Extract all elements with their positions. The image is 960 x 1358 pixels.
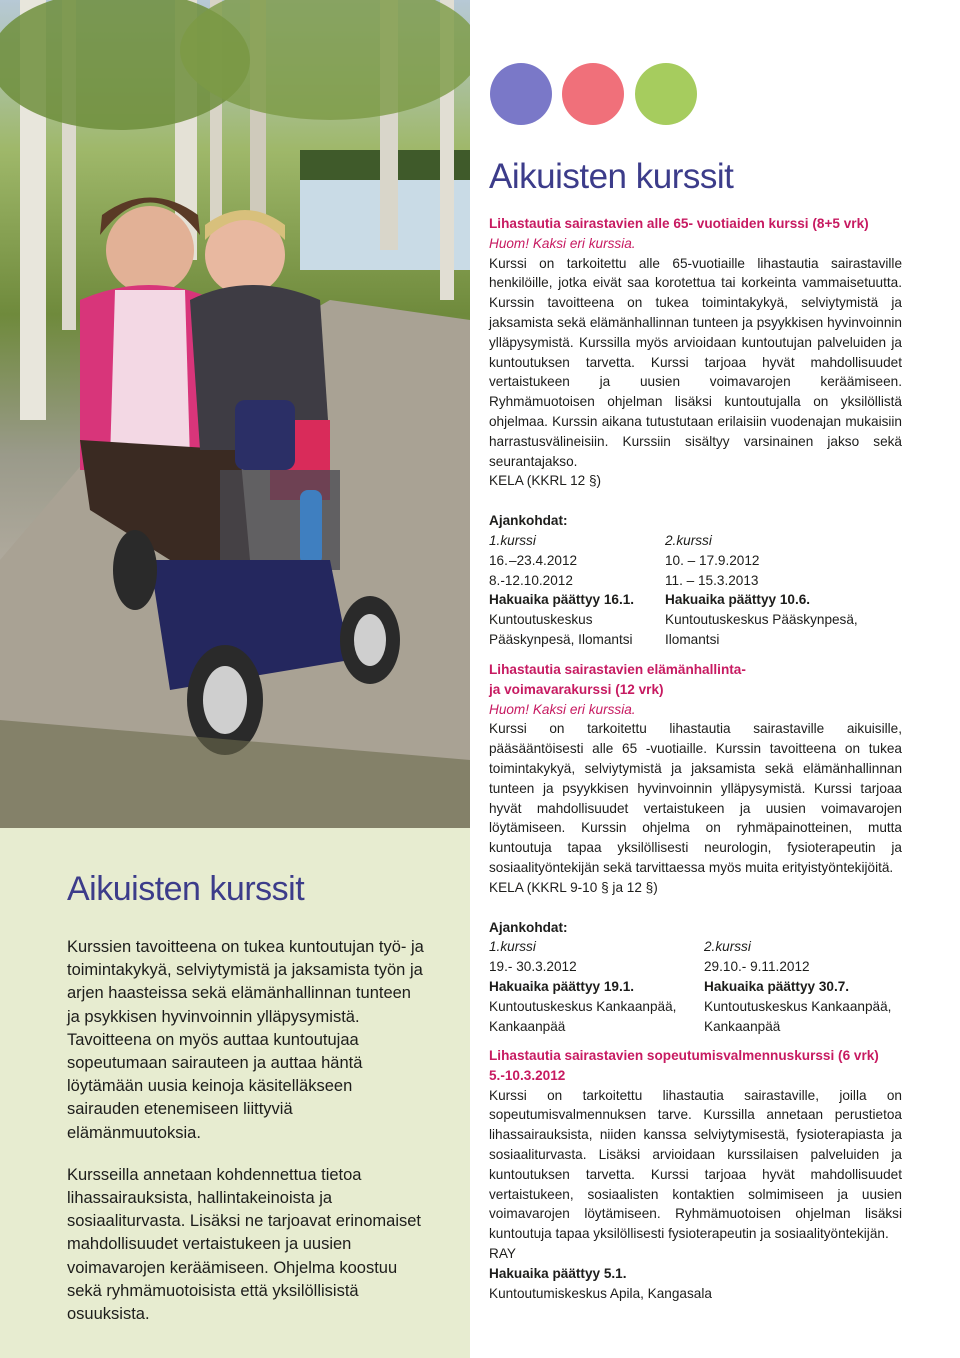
course-1-section (489, 214, 902, 650)
course-1-labels-row (489, 531, 902, 551)
course-1-k2-date-2: 11. – 15.3.2013 (665, 572, 759, 588)
course-1-k2-deadline: Hakuaika päättyy 10.6. (665, 592, 811, 608)
photo-two-women-mobility-scooter (0, 0, 470, 828)
course-2-section (489, 660, 902, 1036)
course-2-k2-date: 29.10.- 9.11.2012 (704, 959, 810, 975)
course-2-k1-place-1: Kuntoutuskeskus Kankaanpää, (489, 998, 677, 1014)
course-3-body: Kurssi on tarkoitettu lihastautia sairastaville, joilla on sopeutumisvalmennuksen tarve. Kurssilla annetaan perustietoa lihassairauksista, niiden kanssa selviytymisestä, fysioterapiasta ja sosiaaliturvasta. Lisäksi arvioidaan kurssilaisen palveluiden ja kuntoutuksen tarvetta. Kurssi tarjoaa hyvät mahdollisuudet vertaistukeen, sosiaalisten kontaktien solmimiseen ja uusien voimavarojen löytämiseen. Ryhmämuotoisen ohjelman lisäksi kuntoutuja tapaa yksilöllisesti fysioterapeutin ja sosiaalityöntekijän. (489, 1087, 902, 1242)
course-2-labels-row (489, 937, 902, 957)
course-1-k1-label: 1.kurssi (489, 532, 536, 548)
course-1-place-row-2 (489, 630, 902, 650)
course-2-place-row-1 (489, 997, 902, 1017)
course-3-dates: 5.-10.3.2012 (489, 1067, 566, 1083)
sidebar-paragraph-2: Kursseilla annetaan kohdennettua tietoa lihassairauksista, hallintakeinoista ja sosiaaliturvasta. Lisäksi ne tarjoavat erinomaiset mahdollisuudet vertaistukeen ja uusien voimavarojen keräämiseen. Ohjelma koostuu sekä ryhmämuotoisista että yksilöllisistä osuuksista. (67, 1165, 422, 1324)
sidebar-title: Aikuisten kurssit (67, 870, 305, 908)
course-2-title-line-2: ja voimavarakurssi (12 vrk) (489, 681, 664, 697)
course-2-place-row-2 (489, 1017, 902, 1037)
course-2-note: Huom! Kaksi eri kurssia. (489, 701, 636, 717)
course-2-title-line-1: Lihastautia sairastavien elämänhallinta- (489, 662, 746, 677)
course-1-k1-place-1: Kuntoutuskeskus (489, 612, 593, 628)
course-2-kela: KELA (KKRL 9-10 § ja 12 §) (489, 879, 658, 895)
course-1-deadline-row (489, 590, 902, 610)
course-1-note: Huom! Kaksi eri kurssia. (489, 235, 636, 251)
course-2-k2-label: 2.kurssi (704, 939, 751, 955)
course-2-k2-deadline: Hakuaika päättyy 30.7. (704, 978, 850, 994)
course-1-k1-date-2: 8.-12.10.2012 (489, 572, 573, 588)
pink-circle-decoration (562, 63, 624, 125)
blue-circle-decoration (490, 63, 552, 125)
course-1-title: Lihastautia sairastavien alle 65- vuotiaiden kurssi (8+5 vrk) (489, 216, 869, 231)
page-title: Aikuisten kurssit (489, 157, 734, 196)
green-circle-decoration (635, 63, 697, 125)
course-2-k1-date: 19.- 30.3.2012 (489, 959, 577, 975)
course-2-dates-row (489, 957, 902, 977)
course-1-k2-label: 2.kurssi (665, 532, 712, 548)
course-1-k2-place-1: Kuntoutuskeskus Pääskynpesä, (665, 612, 858, 628)
course-3-title: Lihastautia sairastavien sopeutumisvalmennuskurssi (6 vrk) (489, 1048, 879, 1063)
course-2-k1-place-2: Kankaanpää (489, 1018, 566, 1034)
course-1-body: Kurssi on tarkoitettu alle 65-vuotiaille lihastautia sairastaville henkilöille, jotka eivät saa korotettua tai korkeinta vammaisetuutta. Kurssin tavoitteena on tukea toimintakykyä, selviytymistä ja jaksamista sekä elämänhallinnan tunteen ja psyykkisen hyvinvoinnin ylläpysymistä. Kurssilla myös arvioidaan kuntoutujan palveluiden ja kuntoutuksen tarvetta. Kurssi tarjoaa hyvät mahdollisuudet vertaistukeen ja uusien voimavarojen keräämiseen. Ryhmämuotoisen ohjelman lisäksi kuntoutujalla on yksilöllistä ohjelmaa. Kurssin aikana tutustutaan erilaisiin vuodenajan mukaisiin harrastusvälineisiin. Kurssiin sisältyy varsinainen jakso sekä seurantajakso. (489, 255, 902, 469)
course-3-ray: RAY (489, 1245, 516, 1261)
sidebar-body (67, 936, 427, 1345)
course-2-k1-label: 1.kurssi (489, 939, 536, 955)
course-2-dates-heading: Ajankohdat: (489, 919, 568, 935)
course-1-place-row-1 (489, 610, 902, 630)
photo-illustration (0, 0, 470, 828)
course-1-dates-row-2 (489, 571, 902, 591)
course-3-section (489, 1046, 902, 1303)
course-1-k1-place-2: Pääskynpesä, Ilomantsi (489, 631, 633, 647)
course-1-kela: KELA (KKRL 12 §) (489, 473, 602, 489)
course-1-k2-date-1: 10. – 17.9.2012 (665, 552, 760, 568)
sidebar-paragraph-1: Kurssien tavoitteena on tukea kuntoutujan työ- ja toimintakykyä, selviytymistä ja jaksamista työn ja arjen haasteissa sekä elämänhallinnan tunteen ja psykkisen hyvinvoinnin ylläpysymistä. Tavoitteena on myös auttaa kuntoutujaa sopeutumaan sairauteen ja auttaa häntä löytämään uusia keinoja käsitelläkseen sairauden etenemiseen liittyviä elämänmuutoksia. (67, 938, 424, 1142)
course-1-k1-deadline: Hakuaika päättyy 16.1. (489, 592, 635, 608)
course-1-k2-place-2: Ilomantsi (665, 631, 720, 647)
course-2-deadline-row (489, 977, 902, 997)
course-3-place: Kuntoutumiskeskus Apila, Kangasala (489, 1285, 712, 1301)
course-1-k1-date-1: 16. –23.4.2012 (489, 552, 578, 568)
course-1-dates-row-1 (489, 551, 902, 571)
course-1-dates-heading: Ajankohdat: (489, 513, 568, 529)
course-2-k1-deadline: Hakuaika päättyy 19.1. (489, 978, 635, 994)
course-2-k2-place-2: Kankaanpää (704, 1018, 781, 1034)
course-2-k2-place-1: Kuntoutuskeskus Kankaanpää, (704, 998, 892, 1014)
course-2-body: Kurssi on tarkoitettu lihastautia sairastaville aikuisille, pääsääntöisesti alle 65 -vuotiaille. Kurssin tavoitteena on tukea toimintakykyä, selviytymistä ja jaksamista sekä elämänhallinnan tunteen ja psyykkisen hyvinvoinnin ylläpysymistä. Kurssi tarjoaa hyvät mahdollisuudet vertaistukeen ja uusien voimavarojen löytämiseen. Kurssin ohjelma on ryhmäpainotteinen, mutta kuntoutuja tapaa yksilöllisesti neurologin, fysioterapeutin ja sosiaalityöntekijän sekä tarvittaessa myös muita erityistyöntekijöitä. (489, 721, 902, 875)
course-3-deadline: Hakuaika päättyy 5.1. (489, 1265, 627, 1281)
